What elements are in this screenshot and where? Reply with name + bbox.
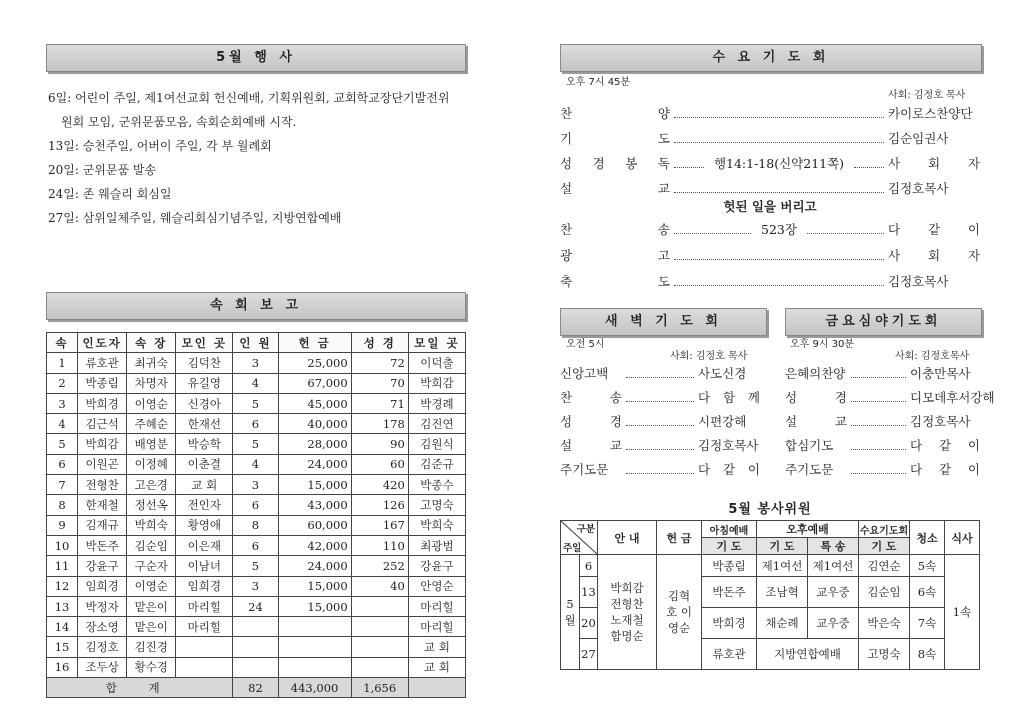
report-cell: 15: [47, 637, 78, 657]
report-header-cell: 모일 곳: [408, 333, 465, 353]
program-row: [560, 104, 980, 122]
table-row: [47, 373, 466, 393]
wed-cell: 김연순: [859, 555, 910, 577]
report-cell: 178: [351, 414, 408, 434]
wed-cell: 김순임: [859, 577, 910, 608]
report-cell: 김순임: [127, 535, 176, 555]
report-cell: 황영애: [176, 515, 233, 535]
dawn-title: 새 벽 기 도 회: [560, 308, 767, 336]
wednesday-time: 오후 7시 45분: [566, 77, 631, 88]
dot-leader: [851, 473, 906, 474]
program-label: 기 도: [560, 131, 670, 146]
program-row: [785, 460, 980, 478]
report-cell: 박희감: [78, 434, 127, 454]
report-cell: 10: [47, 535, 78, 555]
program-value: 다 같 이: [910, 462, 980, 477]
report-cell: 28,000: [278, 434, 351, 454]
clean-header: 청소: [910, 521, 945, 555]
table-row: [47, 535, 466, 555]
report-cell: 70: [351, 373, 408, 393]
month-cell: [561, 555, 580, 670]
table-row: [47, 495, 466, 515]
program-value: 다 함 께: [698, 390, 760, 405]
report-cell: 교 회: [408, 657, 465, 677]
program-row: [560, 154, 980, 172]
report-cell: 김준규: [408, 454, 465, 474]
report-cell: 13: [47, 596, 78, 616]
report-cell: 박희숙: [408, 515, 465, 535]
report-cell: 임희경: [78, 576, 127, 596]
aft-prayer-cell: 채순례: [757, 608, 808, 639]
report-cell: 5: [233, 434, 278, 454]
program-value: 사도신경: [698, 366, 747, 381]
report-cell: 김정호: [78, 637, 127, 657]
report-cell: 167: [351, 515, 408, 535]
report-cell: [278, 657, 351, 677]
report-cell: 교 회: [408, 637, 465, 657]
aft-special-cell: 제1여선: [808, 555, 859, 577]
events-list: [48, 86, 468, 230]
report-cell: 구순자: [127, 556, 176, 576]
juil-label: 주일: [563, 543, 582, 554]
program-detail: 행14:1-18(신약211쪽): [713, 156, 845, 171]
report-cell: 차명자: [127, 373, 176, 393]
report-cell: 45,000: [278, 393, 351, 413]
program-label: 광 고: [560, 248, 670, 263]
table-row: [47, 475, 466, 495]
program-value: 카이로스찬양단: [888, 106, 973, 121]
report-cell: 42,000: [278, 535, 351, 555]
program-label: 성 경: [560, 414, 622, 429]
report-cell: 15,000: [278, 596, 351, 616]
program-row: [560, 412, 760, 430]
report-cell: 12: [47, 576, 78, 596]
report-cell: 252: [351, 556, 408, 576]
report-cell: 전형찬: [78, 475, 127, 495]
report-cell: 황수경: [127, 657, 176, 677]
aft-prayer-cell: 조남혁: [757, 577, 808, 608]
report-cell: 최귀숙: [127, 353, 176, 373]
report-cell: 3: [233, 576, 278, 596]
event-item: 13일: 승천주일, 어버이 주일, 각 부 월례회: [48, 139, 272, 153]
morning-cell: 박종림: [702, 555, 757, 577]
morning-cell: 박희경: [702, 608, 757, 639]
wed-cell: 고명숙: [859, 639, 910, 670]
report-cell: 이영순: [127, 393, 176, 413]
report-cell: 90: [351, 434, 408, 454]
program-label: 찬 양: [560, 106, 670, 121]
report-cell: 126: [351, 495, 408, 515]
dot-leader: [626, 401, 694, 402]
report-cell: 강윤구: [408, 556, 465, 576]
report-cell: 김재규: [78, 515, 127, 535]
wed-cell: 박은숙: [859, 608, 910, 639]
report-cell: 1: [47, 353, 78, 373]
report-cell: 마리힐: [408, 596, 465, 616]
table-row: [47, 353, 466, 373]
report-cell: 안영순: [408, 576, 465, 596]
program-label: 설 교: [560, 181, 670, 196]
total-offering: 443,000: [278, 678, 351, 698]
program-label: 설 교: [560, 438, 622, 453]
total-bible: 1,656: [351, 678, 408, 698]
events-title: 5월 행 사: [46, 44, 466, 72]
aft-special-cell: 교우중: [808, 577, 859, 608]
volunteers-table: [560, 520, 980, 670]
report-cell: 11: [47, 556, 78, 576]
report-cell: 25,000: [278, 353, 351, 373]
program-row: [560, 272, 980, 290]
program-label: 주기도문: [785, 462, 834, 477]
table-row: [47, 434, 466, 454]
report-cell: 71: [351, 393, 408, 413]
wednesday-host: 사회: 김정호 목사: [888, 90, 966, 101]
afternoon-header: 오후예배: [757, 521, 859, 538]
report-cell: 6: [233, 414, 278, 434]
program-value: 김순임권사: [888, 131, 949, 146]
report-cell: 박정자: [78, 596, 127, 616]
report-cell: [176, 657, 233, 677]
report-cell: 4: [233, 373, 278, 393]
report-cell: 이영순: [127, 576, 176, 596]
clean-cell: 7속: [910, 608, 945, 639]
sermon-title: 헛된 일을 버리고: [723, 199, 817, 214]
program-row: [560, 179, 980, 197]
report-cell: 6: [47, 454, 78, 474]
report-cell: [351, 657, 408, 677]
dot-leader: [674, 259, 884, 260]
table-row: [47, 637, 466, 657]
aft-special-cell: 교우중: [808, 608, 859, 639]
report-cell: 40: [351, 576, 408, 596]
dot-leader: [851, 425, 906, 426]
event-item: 6일: 어린이 주일, 제1여선교회 헌신예배, 기획위원회, 교회학교장단기발전위: [48, 91, 450, 105]
dot-leader: [674, 285, 884, 286]
report-cell: 주혜순: [127, 414, 176, 434]
union-cell: 지방연합예배: [757, 639, 859, 670]
morning-cell: 류호관: [702, 639, 757, 670]
report-cell: 유길영: [176, 373, 233, 393]
report-cell: 24,000: [278, 454, 351, 474]
program-value: 이충만목사: [910, 366, 971, 381]
program-value: 김정호목사: [888, 181, 949, 196]
report-cell: 24,000: [278, 556, 351, 576]
program-row: [560, 246, 980, 264]
total-empty: [408, 678, 465, 698]
program-value: 디모데후서강해: [910, 390, 995, 405]
guide-header: 안 내: [598, 521, 657, 555]
report-cell: 한재선: [176, 414, 233, 434]
report-cell: 마리힐: [176, 617, 233, 637]
dot-leader: [674, 233, 751, 234]
report-cell: [233, 637, 278, 657]
program-row: [560, 129, 980, 147]
program-label: 합심기도: [785, 438, 834, 453]
offering-cell: 김혁호 이영순: [657, 555, 702, 670]
friday-host: 사회: 김정호목사: [895, 351, 970, 362]
report-cell: 마리힐: [408, 617, 465, 637]
report-cell: 박승학: [176, 434, 233, 454]
report-cell: 김근석: [78, 414, 127, 434]
report-cell: 60,000: [278, 515, 351, 535]
dot-leader: [674, 167, 704, 168]
report-cell: 이춘결: [176, 454, 233, 474]
report-header-cell: 속: [47, 333, 78, 353]
dot-leader: [851, 449, 906, 450]
wed-header: 수요기도회: [859, 521, 910, 538]
report-cell: 24: [233, 596, 278, 616]
dawn-time: 오전 5시: [566, 339, 605, 350]
program-label: 신앙고백: [560, 366, 609, 381]
report-cell: 고명숙: [408, 495, 465, 515]
dot-leader: [626, 449, 694, 450]
report-cell: 김원식: [408, 434, 465, 454]
report-cell: 8: [233, 515, 278, 535]
friday-title: 금요심야기도회: [785, 308, 982, 336]
program-value: 다 같 이: [698, 462, 760, 477]
gubun-label: 구분: [576, 524, 595, 535]
report-cell: [351, 596, 408, 616]
table-row: [47, 393, 466, 413]
event-item: 원회 모임, 군위문품모음, 속회순회예배 시작.: [61, 115, 297, 129]
dot-leader: [674, 192, 884, 193]
report-header-cell: 성 경: [351, 333, 408, 353]
program-label: 성 경: [785, 390, 847, 405]
offering-header: 헌 금: [657, 521, 702, 555]
total-people: 82: [233, 678, 278, 698]
report-cell: 박희경: [78, 393, 127, 413]
report-header-cell: 모인 곳: [176, 333, 233, 353]
report-cell: 이덕출: [408, 353, 465, 373]
report-cell: [278, 637, 351, 657]
report-cell: 6: [233, 495, 278, 515]
report-cell: 110: [351, 535, 408, 555]
meal-header: 식사: [945, 521, 980, 555]
table-row: [47, 617, 466, 637]
program-row: [560, 460, 760, 478]
morning-header: 아침예배: [702, 521, 757, 538]
report-cell: 박종수: [408, 475, 465, 495]
report-cell: 72: [351, 353, 408, 373]
report-cell: 420: [351, 475, 408, 495]
program-row: [785, 364, 980, 382]
report-header-cell: 헌 금: [278, 333, 351, 353]
report-cell: 배영분: [127, 434, 176, 454]
morning-cell: 박돈주: [702, 577, 757, 608]
report-cell: 9: [47, 515, 78, 535]
report-cell: 박희숙: [127, 515, 176, 535]
report-cell: 6: [233, 535, 278, 555]
report-table: [46, 332, 466, 698]
table-row: [47, 515, 466, 535]
program-label: 찬 송: [560, 390, 622, 405]
dot-leader: [807, 233, 884, 234]
program-label: 찬 송: [560, 222, 670, 237]
gubun-header-cell: [561, 521, 598, 555]
dot-leader: [854, 167, 884, 168]
dawn-host: 사회: 김정호 목사: [670, 351, 748, 362]
report-cell: 15,000: [278, 576, 351, 596]
program-value: 김정호목사: [698, 438, 759, 453]
program-row: [785, 388, 995, 406]
clean-cell: 6속: [910, 577, 945, 608]
table-row: [47, 657, 466, 677]
report-cell: 15,000: [278, 475, 351, 495]
report-cell: 박돈주: [78, 535, 127, 555]
day-cell: 6: [580, 555, 598, 577]
friday-time: 오후 9시 30분: [790, 339, 855, 350]
report-cell: 김진연: [408, 414, 465, 434]
report-cell: 교 회: [176, 475, 233, 495]
report-cell: 43,000: [278, 495, 351, 515]
program-value: 김정호목사: [910, 414, 971, 429]
report-cell: [351, 617, 408, 637]
dot-leader: [851, 377, 906, 378]
report-cell: 3: [233, 353, 278, 373]
report-cell: 박희감: [408, 373, 465, 393]
report-cell: [278, 617, 351, 637]
wednesday-title: 수 요 기 도 회: [560, 44, 982, 72]
dot-leader: [626, 473, 694, 474]
total-label: 합 계: [47, 678, 233, 698]
dot-leader: [674, 142, 884, 143]
wed-prayer-header: 기 도: [859, 538, 910, 555]
report-cell: 한재철: [78, 495, 127, 515]
program-row: [560, 436, 760, 454]
program-row: [560, 220, 980, 238]
report-cell: 3: [233, 475, 278, 495]
report-cell: 이정혜: [127, 454, 176, 474]
table-row: [47, 576, 466, 596]
report-cell: 장소영: [78, 617, 127, 637]
report-cell: 40,000: [278, 414, 351, 434]
report-cell: 박경례: [408, 393, 465, 413]
program-value: 사 회 자: [888, 156, 980, 171]
program-label: 축 도: [560, 274, 670, 289]
report-cell: 5: [47, 434, 78, 454]
event-item: 27일: 삼위일체주일, 웨슬리회심기념주일, 지방연합예배: [48, 211, 342, 225]
report-cell: 조두상: [78, 657, 127, 677]
report-header-cell: 인도자: [78, 333, 127, 353]
report-cell: 최광범: [408, 535, 465, 555]
total-row: [47, 678, 466, 698]
aft-prayer-cell: 제1여선: [757, 555, 808, 577]
report-cell: 이남녀: [176, 556, 233, 576]
table-row: [561, 555, 980, 577]
report-cell: 신경아: [176, 393, 233, 413]
program-row: [560, 364, 760, 382]
report-cell: 이원곤: [78, 454, 127, 474]
report-cell: 김진경: [127, 637, 176, 657]
report-cell: 67,000: [278, 373, 351, 393]
day-cell: 27: [580, 639, 598, 670]
report-cell: 박종림: [78, 373, 127, 393]
program-value: 김정호목사: [888, 274, 949, 289]
report-cell: [233, 657, 278, 677]
day-cell: 20: [580, 608, 598, 639]
clean-cell: 8속: [910, 639, 945, 670]
report-cell: 맡은이: [127, 596, 176, 616]
report-cell: 14: [47, 617, 78, 637]
report-cell: 정선옥: [127, 495, 176, 515]
report-cell: 4: [233, 454, 278, 474]
report-header-cell: 인 원: [233, 333, 278, 353]
report-cell: 이은재: [176, 535, 233, 555]
report-cell: 4: [47, 414, 78, 434]
program-value: 다 같 이: [910, 438, 980, 453]
volunteers-title: 5월 봉사위원: [728, 502, 812, 517]
program-label: 성 경 봉 독: [560, 156, 670, 171]
guide-cell: 박희감 전형찬 노재철 함명순: [598, 555, 657, 670]
report-cell: 5: [233, 556, 278, 576]
report-cell: 3: [47, 393, 78, 413]
report-cell: 강윤구: [78, 556, 127, 576]
report-cell: 맡은이: [127, 617, 176, 637]
day-cell: 13: [580, 577, 598, 608]
morning-prayer-header: 기 도: [702, 538, 757, 555]
program-row: [785, 412, 980, 430]
program-value: 시편강해: [698, 414, 747, 429]
program-value: 다 같 이: [888, 222, 980, 237]
report-cell: [233, 617, 278, 637]
report-header-cell: 속 장: [127, 333, 176, 353]
event-item: 20일: 군위문품 발송: [48, 163, 157, 177]
table-row: [47, 454, 466, 474]
aft-prayer-header: 기 도: [757, 538, 808, 555]
report-cell: 임희경: [176, 576, 233, 596]
report-cell: 8: [47, 495, 78, 515]
program-row: [560, 388, 760, 406]
report-cell: [176, 637, 233, 657]
program-value: 사 회 자: [888, 248, 980, 263]
report-title: 속 회 보 고: [46, 292, 466, 320]
report-cell: 마리힐: [176, 596, 233, 616]
dot-leader: [626, 425, 694, 426]
clean-cell: 5속: [910, 555, 945, 577]
report-cell: 김덕찬: [176, 353, 233, 373]
dot-leader: [674, 117, 884, 118]
report-cell: 7: [47, 475, 78, 495]
program-label: 주기도문: [560, 462, 609, 477]
report-cell: 16: [47, 657, 78, 677]
report-cell: [351, 637, 408, 657]
event-item: 24일: 존 웨슬리 회심일: [48, 187, 172, 201]
program-label: 설 교: [785, 414, 847, 429]
dot-leader: [851, 401, 906, 402]
report-cell: 2: [47, 373, 78, 393]
table-row: [47, 414, 466, 434]
report-cell: 5: [233, 393, 278, 413]
program-detail: 523장: [761, 222, 797, 237]
program-label: 은혜의찬양: [785, 366, 846, 381]
report-cell: 고은경: [127, 475, 176, 495]
month-label: 5월: [564, 597, 576, 627]
dot-leader: [626, 377, 694, 378]
report-cell: 전인자: [176, 495, 233, 515]
aft-special-header: 특 송: [808, 538, 859, 555]
report-cell: 류호관: [78, 353, 127, 373]
meal-cell: 1속: [945, 555, 980, 670]
table-row: [47, 556, 466, 576]
table-row: [47, 596, 466, 616]
program-row: [785, 436, 980, 454]
report-cell: 60: [351, 454, 408, 474]
